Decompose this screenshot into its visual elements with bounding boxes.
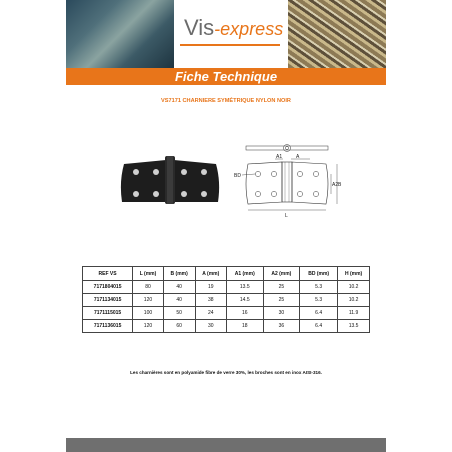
label-bd: BD xyxy=(234,173,241,179)
table-cell: 36 xyxy=(263,320,300,333)
label-a: A xyxy=(296,154,300,160)
table-cell: 120 xyxy=(133,320,164,333)
table-cell: 6.4 xyxy=(300,320,338,333)
col-header: A1 (mm) xyxy=(226,267,263,281)
label-a2: A2 xyxy=(332,182,339,188)
table-cell: 10.2 xyxy=(338,294,370,307)
table-cell: 25 xyxy=(263,281,300,294)
table-cell: 5.3 xyxy=(300,294,338,307)
footer-bar xyxy=(66,438,386,452)
table-cell: 60 xyxy=(163,320,195,333)
label-l: L xyxy=(285,213,288,219)
table-cell: 25 xyxy=(263,294,300,307)
table-cell: 24 xyxy=(195,307,226,320)
table-cell: 13.5 xyxy=(338,320,370,333)
col-header: A2 (mm) xyxy=(263,267,300,281)
col-header: H (mm) xyxy=(338,267,370,281)
table-cell: 38 xyxy=(195,294,226,307)
product-title: VS7171 CHARNIERE SYMÉTRIQUE NYLON NOIR xyxy=(161,98,291,104)
label-b: B xyxy=(338,182,342,188)
table-row xyxy=(83,294,370,307)
table-cell: 100 xyxy=(133,307,164,320)
table-cell: 11.9 xyxy=(338,307,370,320)
table-cell: 16 xyxy=(226,307,263,320)
col-header: REF VS xyxy=(83,267,133,281)
table-cell: 120 xyxy=(133,294,164,307)
table-cell: 5.3 xyxy=(300,281,338,294)
brand-name xyxy=(184,15,283,41)
screws-photo xyxy=(288,0,386,68)
col-header: B (mm) xyxy=(163,267,195,281)
table-cell: 40 xyxy=(163,294,195,307)
header-banner xyxy=(66,0,386,68)
table-cell: 7171804015 xyxy=(83,281,133,294)
table-cell: 10.2 xyxy=(338,281,370,294)
table-cell: 13.5 xyxy=(226,281,263,294)
brand-underline xyxy=(180,44,280,46)
col-header: L (mm) xyxy=(133,267,164,281)
table-cell: 14.5 xyxy=(226,294,263,307)
table-cell: 80 xyxy=(133,281,164,294)
brand-accent: -express xyxy=(214,19,284,39)
table-cell: 7171134015 xyxy=(83,294,133,307)
section-title-bar: Fiche Technique xyxy=(66,68,386,85)
table-cell: 40 xyxy=(163,281,195,294)
table-cell: 19 xyxy=(195,281,226,294)
table-cell: 30 xyxy=(195,320,226,333)
table-row xyxy=(83,320,370,333)
col-header: BD (mm) xyxy=(300,267,338,281)
hinge-photo xyxy=(118,152,222,210)
brand-main: Vis xyxy=(184,15,215,40)
table-row xyxy=(83,307,370,320)
label-a1: A1 xyxy=(276,154,283,160)
datasheet-page xyxy=(66,0,386,452)
table-cell: 6.4 xyxy=(300,307,338,320)
col-header: A (mm) xyxy=(195,267,226,281)
table-cell: 30 xyxy=(263,307,300,320)
table-cell: 7171136015 xyxy=(83,320,133,333)
table-cell: 18 xyxy=(226,320,263,333)
material-footnote: Les charnières sont en polyamide fibre de verre 30%, les broches sont en inox AISI-316. xyxy=(130,370,322,375)
table-cell: 7171115015 xyxy=(83,307,133,320)
table-header-row xyxy=(83,267,370,281)
table-row xyxy=(83,281,370,294)
hinge-technical-drawing xyxy=(232,140,344,220)
spec-table xyxy=(82,266,370,333)
table-cell: 50 xyxy=(163,307,195,320)
brand-logo xyxy=(174,0,288,68)
tools-photo xyxy=(66,0,174,68)
